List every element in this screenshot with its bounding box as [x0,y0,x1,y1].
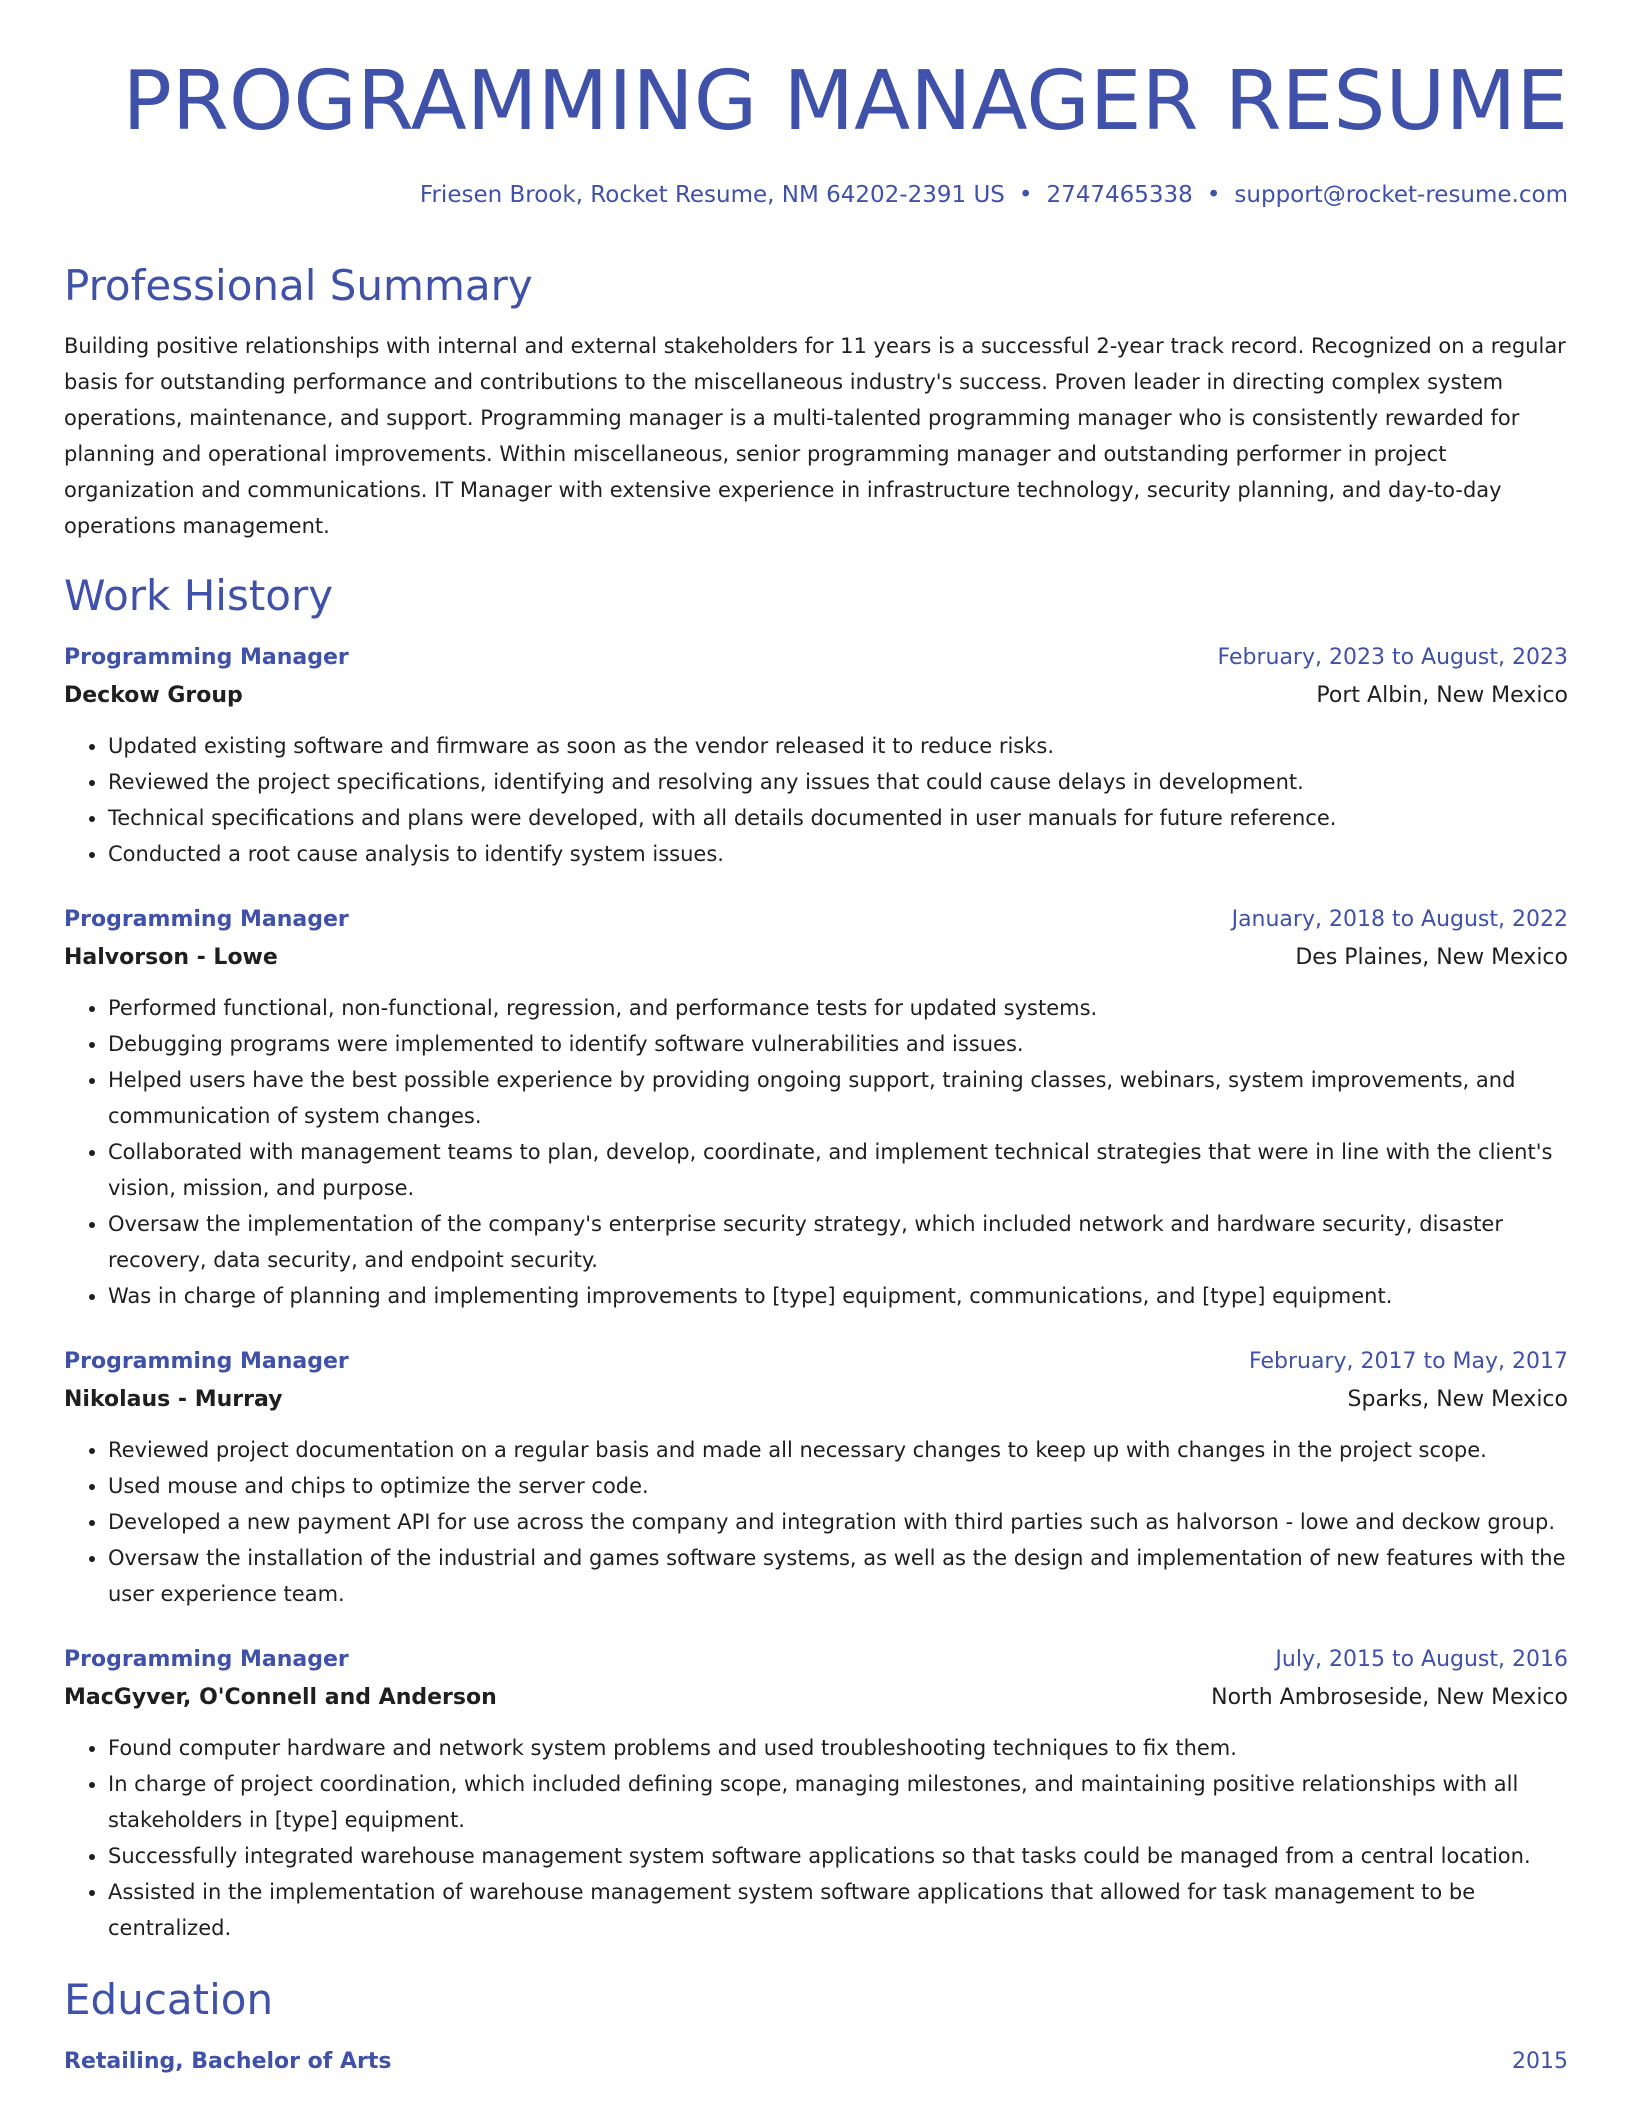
contact-email: support@rocket-resume.com [1234,182,1568,208]
job-bullet-item: • Collaborated with management teams to plan, develop, coordinate, and implement technical strategies that were in line with the client's vision, mission, and purpose. [108,1134,1568,1206]
job-entry [64,1642,1568,1946]
job-company: Deckow Group [64,683,243,708]
job-location: Sparks, New Mexico [1347,1387,1568,1412]
job-bullet-item: • Assisted in the implementation of warehouse management system software applications that allowed for task management to be centralized. [108,1874,1568,1946]
contact-separator: • [1018,182,1033,208]
job-location: Des Plaines, New Mexico [1295,945,1568,970]
job-role: Programming Manager [64,907,349,932]
job-company: Halvorson - Lowe [64,945,278,970]
contact-address: Friesen Brook, Rocket Resume, NM 64202-2391 US [419,182,1005,208]
job-dates: February, 2017 to May, 2017 [1249,1349,1568,1374]
job-role: Programming Manager [64,1647,349,1672]
contact-separator: • [1206,182,1221,208]
work-history-heading: Work History [64,571,334,620]
job-header-row [64,902,1568,938]
contact-line [64,180,1568,210]
contact-phone: 2747465338 [1046,182,1193,208]
job-bullet-item: • Was in charge of planning and implementing improvements to [type] equipment, communications, and [type] equipment. [108,1278,1568,1314]
education-list [64,2044,1568,2080]
job-company: MacGyver, O'Connell and Anderson [64,1685,497,1710]
job-location: North Ambroseside, New Mexico [1211,1685,1568,1710]
job-entry [64,1344,1568,1612]
education-year: 2015 [1512,2049,1568,2074]
job-bullet-item: • Performed functional, non-functional, regression, and performance tests for updated systems. [108,990,1568,1026]
job-dates: July, 2015 to August, 2016 [1275,1647,1568,1672]
education-degree: Retailing, Bachelor of Arts [64,2049,392,2074]
education-heading: Education [64,1975,274,2024]
job-header-row [64,1642,1568,1678]
job-location: Port Albin, New Mexico [1316,683,1568,708]
resume-title: PROGRAMMING MANAGER RESUME [122,54,1568,149]
job-company-row [64,938,1568,978]
job-company: Nikolaus - Murray [64,1387,283,1412]
job-bullets [64,728,1568,872]
job-role: Programming Manager [64,1349,349,1374]
summary-text: Building positive relationships with internal and external stakeholders for 11 years is a successful 2-year track record. Recognized on a regular basis for outstanding performance and contributions to the miscellaneous industry's success. Proven leader in directing complex system operations, maintenance, and support. Programming manager is a multi-talented programming manager who is consistently rewarded for planning and operational improvements. Within miscellaneous, senior programming manager and outstanding performer in project organization and communications. IT Manager with extensive experience in infrastructure technology, security planning, and day-to-day operations management. [64,334,1566,538]
education-entry [64,2044,1568,2080]
job-company-row [64,1380,1568,1420]
job-bullets [64,1432,1568,1612]
job-entry [64,640,1568,872]
job-bullet-item: • Helped users have the best possible experience by providing ongoing support, training classes, webinars, system improvements, and communication of system changes. [108,1062,1568,1134]
job-bullet-item: • Oversaw the installation of the industrial and games software systems, as well as the design and implementation of new features with the user experience team. [108,1540,1568,1612]
job-bullet-item: • Oversaw the implementation of the company's enterprise security strategy, which included network and hardware security, disaster recovery, data security, and endpoint security. [108,1206,1568,1278]
job-bullet-item: • Conducted a root cause analysis to identify system issues. [108,836,1568,872]
job-bullet-item: • Debugging programs were implemented to identify software vulnerabilities and issues. [108,1026,1568,1062]
job-header-row [64,1344,1568,1380]
job-bullets [64,1730,1568,1946]
job-bullet-item: • In charge of project coordination, which included defining scope, managing milestones, and maintaining positive relationships with all stakeholders in [type] equipment. [108,1766,1568,1838]
job-bullets [64,990,1568,1314]
summary-heading: Professional Summary [64,261,533,310]
job-bullet-item: • Updated existing software and firmware as soon as the vendor released it to reduce risks. [108,728,1568,764]
job-bullet-item: • Reviewed project documentation on a regular basis and made all necessary changes to keep up with changes in the project scope. [108,1432,1568,1468]
job-bullet-item: • Reviewed the project specifications, identifying and resolving any issues that could cause delays in development. [108,764,1568,800]
job-bullet-item: • Used mouse and chips to optimize the server code. [108,1468,1568,1504]
job-bullet-item: • Found computer hardware and network system problems and used troubleshooting techniques to fix them. [108,1730,1568,1766]
job-bullet-item: • Technical specifications and plans were developed, with all details documented in user manuals for future reference. [108,800,1568,836]
job-company-row [64,1678,1568,1718]
job-header-row [64,640,1568,676]
work-history-list [64,640,1568,1946]
job-entry [64,902,1568,1314]
job-bullet-item: • Successfully integrated warehouse management system software applications so that tasks could be managed from a central location. [108,1838,1568,1874]
job-dates: February, 2023 to August, 2023 [1217,645,1568,670]
resume-page [64,0,1568,2112]
job-dates: January, 2018 to August, 2022 [1231,907,1568,932]
job-company-row [64,676,1568,716]
job-role: Programming Manager [64,645,349,670]
job-bullet-item: • Developed a new payment API for use across the company and integration with third parties such as halvorson - lowe and deckow group. [108,1504,1568,1540]
